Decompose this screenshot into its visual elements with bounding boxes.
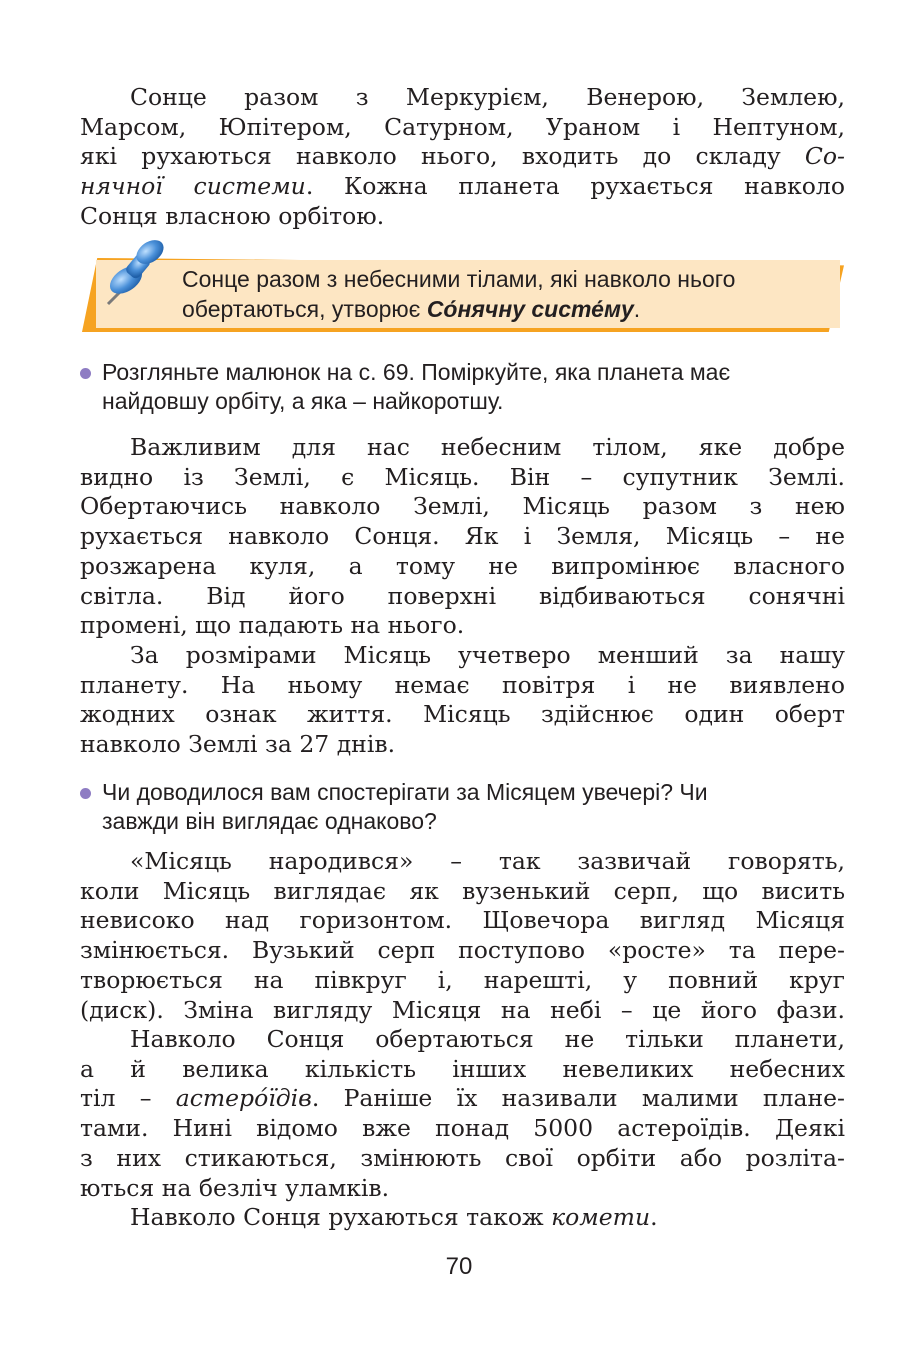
text-line: планету. На ньому немає повітря і не виявлено [80, 670, 845, 699]
paragraph-moon-phases [80, 847, 845, 1025]
text-line: жодних ознак життя. Місяць здійснює один оберт [80, 700, 845, 729]
text-line: невисоко над горизонтом. Щовечора вигляд Місяця [80, 906, 845, 935]
text-line: (диск). Зміна вигляду Місяця на небі – це його фази. [80, 995, 845, 1024]
text-line [80, 142, 845, 172]
task-line: найдовшу орбіту, а яка – найкоротшу. [102, 388, 504, 414]
text-line: Сонця власною орбітою. [80, 201, 385, 230]
paragraph-solar-system-intro [80, 83, 845, 232]
paragraph-moon [80, 433, 845, 641]
text-span: . Раніше їх називали малими плане- [311, 1084, 845, 1113]
italic-term: комети [551, 1203, 651, 1231]
pushpin-icon [100, 236, 172, 306]
task-line: завжди він виглядає однаково? [102, 808, 437, 834]
text-span: які рухаються навколо нього, входить до складу [80, 142, 805, 171]
text-span: Навколо Сонця рухаються також [130, 1203, 552, 1231]
bullet-dot [80, 788, 91, 799]
text-line: ються на безліч уламків. [80, 1173, 390, 1202]
task-line: Розгляньте малюнок на с. 69. Поміркуйте, яка планета має [102, 359, 731, 385]
text-line: розжарена куля, а тому не випромінює власного [80, 551, 845, 580]
text-line: Обертаючись навколо Землі, Місяць разом з нею [80, 492, 845, 521]
page-number: 70 [445, 1253, 473, 1280]
text-line: тами. Нині відомо вже понад 5000 астероїдів. Деякі [80, 1114, 845, 1143]
task-text [102, 778, 850, 836]
paragraph-comets [80, 1203, 845, 1233]
text-span: тіл – [80, 1084, 176, 1113]
paragraph-moon-size [80, 641, 845, 760]
definition-box [82, 258, 844, 332]
text-span: . Кожна планета рухається навколо [305, 172, 845, 201]
text-line: «Місяць народився» – так зазвичай говорять, [130, 847, 845, 875]
definition-line: Сонце разом з небесними тілами, які навколо нього [182, 266, 736, 292]
text-line: змінюється. Вузький серп поступово «росте» та пере- [80, 936, 845, 965]
text-line: Марсом, Юпітером, Сатурном, Ураном і Нептуном, [80, 112, 845, 141]
text-line: промені, що падають на нього. [80, 611, 465, 640]
text-line: світла. Від його поверхні відбиваються сонячні [80, 581, 845, 610]
definition-line: обертаються, утворює [182, 296, 427, 322]
task-question-1 [80, 358, 850, 416]
text-line: навколо Землі за 27 днів. [80, 730, 396, 759]
definition-term: Со́нячну систе́му [426, 296, 634, 322]
text-line: За розмірами Місяць учетверо менший за нашу [130, 641, 845, 669]
text-line: а й велика кількість інших невеликих небесних [80, 1054, 845, 1083]
text-line: з них стикаються, змінюють свої орбіти або розліта- [80, 1143, 845, 1172]
text-line: видно із Землі, є Місяць. Він – супутник Землі. [80, 462, 845, 491]
text-line: Сонце разом з Меркурієм, Венерою, Землею, [130, 83, 845, 111]
definition-punct: . [633, 296, 641, 322]
bullet-dot [80, 368, 91, 379]
task-question-2 [80, 778, 850, 836]
text-span: . [650, 1203, 658, 1231]
text-line [80, 1203, 845, 1233]
text-line [80, 1084, 845, 1114]
text-line: творюється на півкруг і, нарешті, у повний круг [80, 965, 845, 994]
task-text [102, 358, 850, 416]
text-line: Навколо Сонця обертаються не тільки планети, [130, 1025, 845, 1053]
text-line: коли Місяць виглядає як вузенький серп, що висить [80, 876, 845, 905]
paragraph-asteroids [80, 1025, 845, 1203]
italic-term: Со- [804, 142, 845, 171]
definition-text [182, 264, 832, 324]
italic-term: нячної системи [80, 172, 306, 201]
italic-term: астеро́їдів [175, 1084, 312, 1113]
text-line: рухається навколо Сонця. Як і Земля, Місяць – не [80, 522, 845, 551]
task-line: Чи доводилося вам спостерігати за Місяцем увечері? Чи [102, 779, 708, 805]
text-line [80, 172, 845, 202]
text-line: Важливим для нас небесним тілом, яке добре [130, 433, 845, 461]
